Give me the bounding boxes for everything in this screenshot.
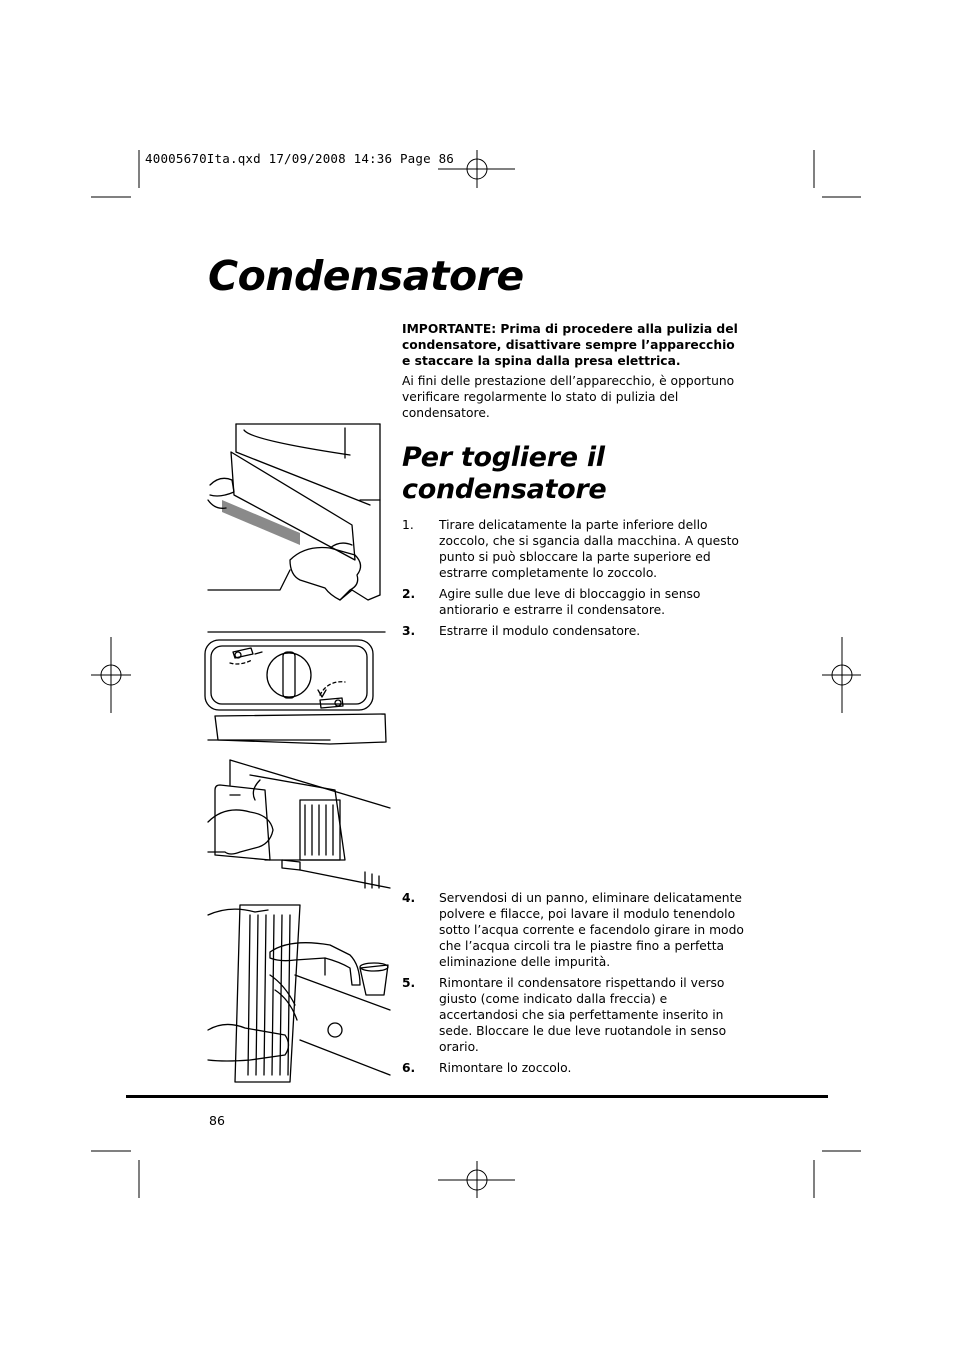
page-number: 86 — [209, 1113, 225, 1128]
step-text: Estrarre il modulo condensatore. — [439, 624, 641, 638]
step-item — [402, 586, 747, 618]
levers-illustration — [205, 632, 386, 744]
step-text: Agire sulle due leve di bloccaggio in senso antiorario e estrarre il condensatore. — [439, 587, 701, 617]
steps-list-b — [402, 890, 747, 1081]
module-extraction-illustration — [208, 760, 390, 888]
step-number: 2. — [402, 587, 416, 601]
slug-line: 40005670Ita.qxd 17/09/2008 14:36 Page 86 — [145, 151, 455, 166]
step-item — [402, 975, 747, 1055]
intro-paragraph: Ai fini delle prestazione dell’apparecchio, è opportuno verificare regolarmente lo stato di pulizia del condensatore. — [402, 374, 735, 420]
step-text: Rimontare lo zoccolo. — [439, 1061, 572, 1075]
footer-rule — [126, 1095, 828, 1098]
step-number: 4. — [402, 891, 416, 905]
step-text: Rimontare il condensatore rispettando il verso giusto (come indicato dalla freccia) e accertandosi che sia perfettamente inserito in sede. Bloccare le due leve ruotandole in senso orario. — [439, 976, 727, 1054]
step-number: 6. — [402, 1061, 416, 1075]
plinth-removal-illustration — [208, 424, 380, 600]
important-notice: IMPORTANTE: Prima di procedere alla pulizia del condensatore, disattivare sempre l’apparecchio e staccare la spina dalla presa elettrica. — [402, 322, 738, 368]
section-heading: Per togliere il condensatore — [402, 442, 607, 505]
step-number: 5. — [402, 976, 416, 990]
step-item — [402, 623, 747, 639]
step-text: Tirare delicatamente la parte inferiore dello zoccolo, che si sgancia dalla macchina. A questo punto si può sbloccare la parte superiore ed estrarre completamente lo zoccolo. — [439, 518, 739, 580]
page-title: Condensatore — [208, 252, 524, 300]
step-item — [402, 1060, 747, 1076]
step-item — [402, 517, 747, 581]
step-number: 3. — [402, 624, 416, 638]
washing-illustration — [208, 905, 390, 1082]
step-number: 1. — [402, 518, 414, 532]
step-text: Servendosi di un panno, eliminare delicatamente polvere e filacce, poi lavare il modulo tenendolo sotto l’acqua corrente e facendolo girare in modo che l’acqua circoli tra le piastre fino a perfetta eliminazione delle impurità. — [439, 891, 744, 969]
step-item — [402, 890, 747, 970]
steps-list-a — [402, 517, 747, 644]
